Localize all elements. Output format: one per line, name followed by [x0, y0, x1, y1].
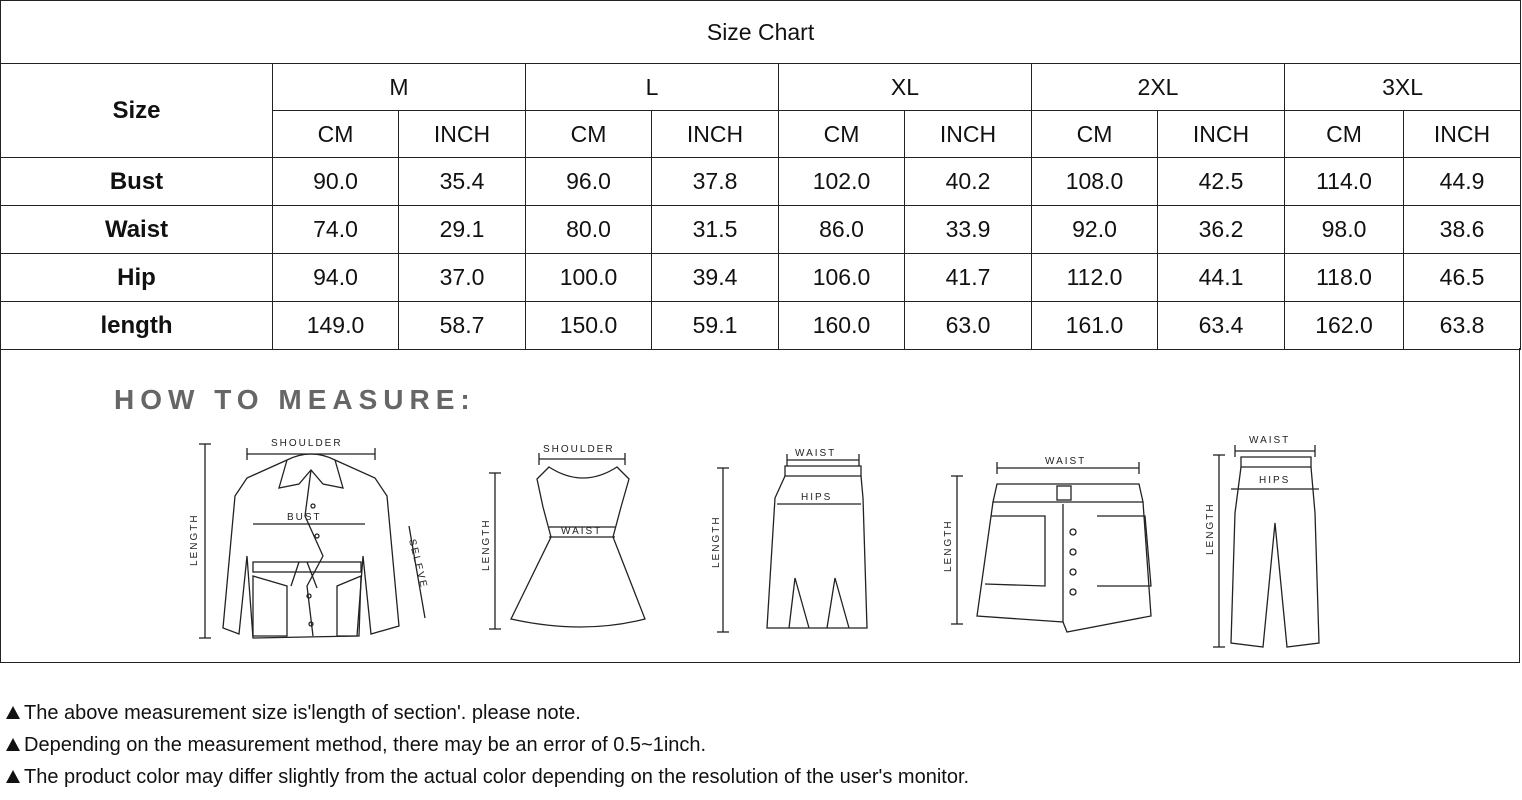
table-cell: 38.6: [1404, 206, 1521, 254]
note-text: The product color may differ slightly from the actual color depending on the resolution of the user's monitor.: [24, 766, 970, 788]
note-text: The above measurement size is'length of section'. please note.: [24, 702, 581, 724]
row-label-waist: Waist: [1, 206, 273, 254]
table-row: [1, 302, 1521, 350]
table-cell: 106.0: [779, 254, 905, 302]
length-label: LENGTH: [481, 518, 492, 571]
triangle-icon: [6, 770, 20, 783]
note-item: [6, 700, 969, 732]
pants-diagram: [1201, 435, 1341, 658]
table-cell: 94.0: [273, 254, 399, 302]
table-cell: 42.5: [1158, 158, 1285, 206]
dress-icon: [479, 443, 659, 638]
table-cell: 63.4: [1158, 302, 1285, 350]
table-cell: 44.9: [1404, 158, 1521, 206]
table-cell: 33.9: [905, 206, 1032, 254]
table-cell: 150.0: [526, 302, 652, 350]
row-label-hip: Hip: [1, 254, 273, 302]
table-cell: 98.0: [1285, 206, 1404, 254]
jacket-icon: [187, 436, 437, 646]
table-cell: 40.2: [905, 158, 1032, 206]
waist-label: WAIST: [795, 448, 837, 459]
row-label-length: length: [1, 302, 273, 350]
note-item: [6, 732, 969, 764]
table-cell: 37.0: [399, 254, 526, 302]
table-cell: 149.0: [273, 302, 399, 350]
table-cell: 35.4: [399, 158, 526, 206]
length-label: LENGTH: [943, 519, 954, 572]
table-cell: 96.0: [526, 158, 652, 206]
table-cell: 46.5: [1404, 254, 1521, 302]
table-cell: 114.0: [1285, 158, 1404, 206]
triangle-icon: [6, 738, 20, 751]
table-cell: 44.1: [1158, 254, 1285, 302]
size-xl-header: XL: [779, 64, 1032, 111]
length-label: LENGTH: [1205, 502, 1216, 555]
triangle-icon: [6, 706, 20, 719]
table-cell: 59.1: [652, 302, 779, 350]
table-cell: 39.4: [652, 254, 779, 302]
shoulder-label: SHOULDER: [271, 438, 343, 449]
table-cell: 92.0: [1032, 206, 1158, 254]
table-cell: 102.0: [779, 158, 905, 206]
unit-cm: CM: [1285, 111, 1404, 158]
table-cell: 63.0: [905, 302, 1032, 350]
unit-cm: CM: [526, 111, 652, 158]
shorts-diagram: [939, 456, 1169, 636]
length-label: LENGTH: [189, 513, 200, 566]
pants-icon: [1201, 435, 1341, 653]
how-to-measure-title: HOW TO MEASURE:: [114, 384, 476, 415]
dress-diagram: [479, 443, 659, 643]
row-label-bust: Bust: [1, 158, 273, 206]
unit-cm: CM: [1032, 111, 1158, 158]
table-cell: 118.0: [1285, 254, 1404, 302]
table-cell: 162.0: [1285, 302, 1404, 350]
table-cell: 37.8: [652, 158, 779, 206]
table-cell: 63.8: [1404, 302, 1521, 350]
size-2xl-header: 2XL: [1032, 64, 1285, 111]
size-table: [0, 0, 1521, 350]
table-row: [1, 158, 1521, 206]
unit-inch: INCH: [399, 111, 526, 158]
shorts-icon: [939, 456, 1169, 631]
unit-inch: INCH: [905, 111, 1032, 158]
chart-title: Size Chart: [1, 1, 1521, 64]
hips-label: HIPS: [801, 492, 833, 503]
table-cell: 36.2: [1158, 206, 1285, 254]
table-cell: 86.0: [779, 206, 905, 254]
skirt-icon: [709, 448, 879, 638]
bust-label: BUST: [287, 512, 322, 523]
waist-label: WAIST: [561, 526, 603, 537]
size-m-header: M: [273, 64, 526, 111]
table-cell: 90.0: [273, 158, 399, 206]
table-cell: 74.0: [273, 206, 399, 254]
table-row: [1, 254, 1521, 302]
size-l-header: L: [526, 64, 779, 111]
shoulder-label: SHOULDER: [543, 444, 615, 455]
size-3xl-header: 3XL: [1285, 64, 1521, 111]
size-header: Size: [1, 64, 273, 158]
table-cell: 41.7: [905, 254, 1032, 302]
notes: [6, 700, 969, 796]
table-cell: 112.0: [1032, 254, 1158, 302]
hips-label: HIPS: [1259, 475, 1291, 486]
table-cell: 161.0: [1032, 302, 1158, 350]
table-cell: 31.5: [652, 206, 779, 254]
how-to-measure-panel: [0, 348, 1520, 663]
table-cell: 29.1: [399, 206, 526, 254]
table-cell: 80.0: [526, 206, 652, 254]
table-cell: 108.0: [1032, 158, 1158, 206]
unit-inch: INCH: [1404, 111, 1521, 158]
skirt-diagram: [709, 448, 879, 643]
table-cell: 100.0: [526, 254, 652, 302]
table-row: [1, 206, 1521, 254]
sleeve-label: SELEVE: [406, 538, 430, 591]
unit-cm: CM: [273, 111, 399, 158]
note-item: [6, 764, 969, 796]
table-cell: 160.0: [779, 302, 905, 350]
note-text: Depending on the measurement method, there may be an error of 0.5~1inch.: [24, 734, 707, 756]
table-cell: 58.7: [399, 302, 526, 350]
unit-inch: INCH: [1158, 111, 1285, 158]
size-chart: [0, 0, 1520, 350]
waist-label: WAIST: [1045, 456, 1087, 467]
unit-cm: CM: [779, 111, 905, 158]
unit-inch: INCH: [652, 111, 779, 158]
length-label: LENGTH: [711, 515, 722, 568]
jacket-diagram: [187, 436, 437, 651]
waist-label: WAIST: [1249, 435, 1291, 446]
